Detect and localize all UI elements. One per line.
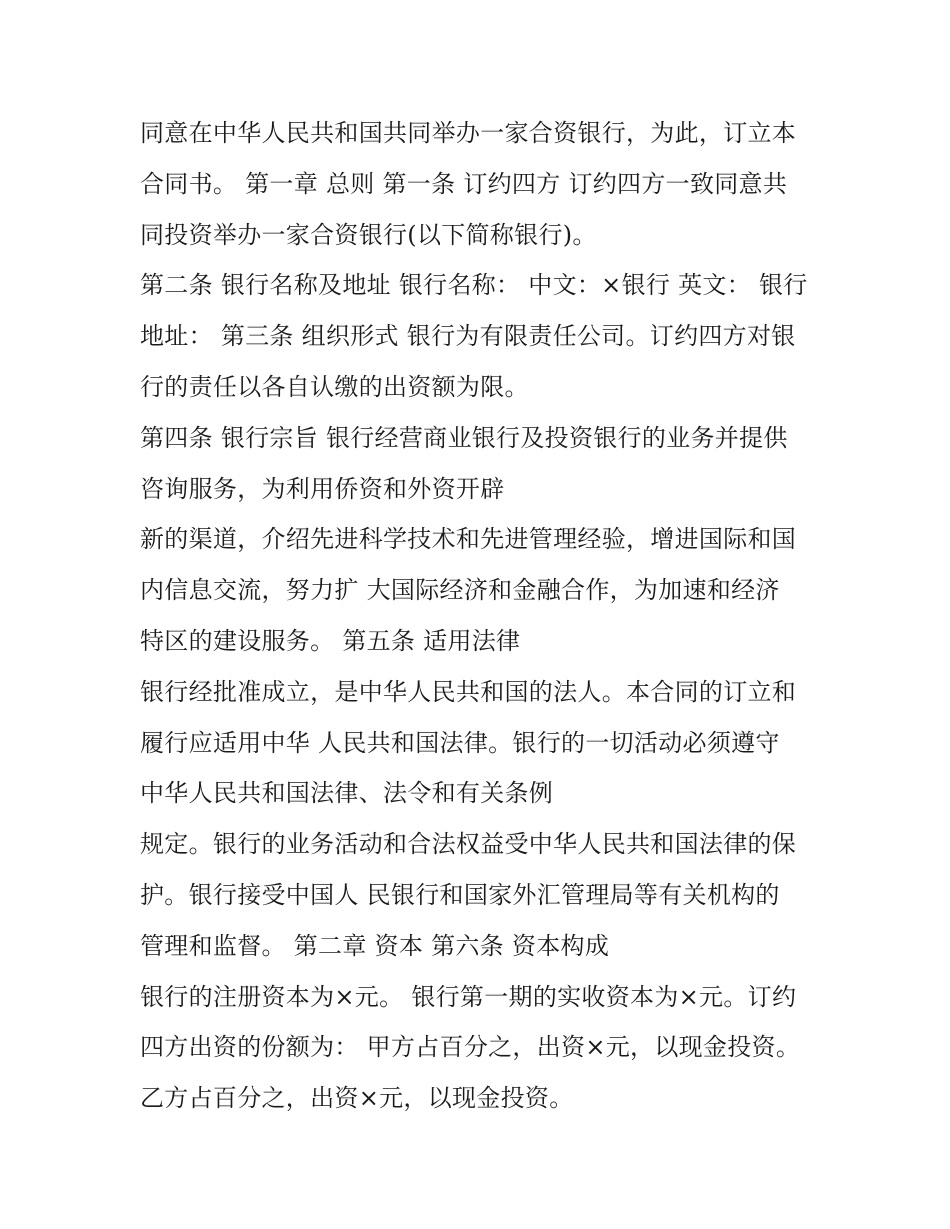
text-line: 同意在中华人民共和国共同举办一家合资银行，为此，订立本 [140,119,797,147]
text-line: 行的责任以各自认缴的出资额为限。 [140,372,529,401]
text-line: 地址： 第三条 组织形式 银行为有限责任公司。订约四方对银 [140,322,796,351]
text-line: 第二条 银行名称及地址 银行名称： 中文：×银行 英文： 银行 [140,271,808,300]
text-line: 咨询服务，为利用侨资和外资开辟 [140,474,505,503]
text-line: 合同书。 第一章 总则 第一条 订约四方 订约四方一致同意共 [140,169,788,198]
contract-body-text [140,108,820,1124]
text-line: 中华人民共和国法律、法令和有关条例 [140,779,554,808]
text-line: 第四条 银行宗旨 银行经营商业银行及投资银行的业务并提供 [140,423,788,452]
text-line: 银行的注册资本为×元。 银行第一期的实收资本为×元。订约 [140,982,797,1011]
text-line: 履行应适用中华 人民共和国法律。银行的一切活动必须遵守 [140,728,780,757]
text-line: 同投资举办一家合资银行(以下简称银行)。 [140,220,597,249]
text-line: 管理和监督。 第二章 资本 第六条 资本构成 [140,931,610,960]
text-line: 规定。银行的业务活动和合法权益受中华人民共和国法律的保 [140,830,797,859]
text-line: 银行经批准成立，是中华人民共和国的法人。本合同的订立和 [140,677,797,706]
text-line: 四方出资的份额为： 甲方占百分之，出资×元，以现金投资。 [140,1033,801,1062]
text-line: 特区的建设服务。 第五条 适用法律 [140,626,521,655]
text-line: 乙方占百分之，出资×元，以现金投资。 [140,1084,574,1113]
text-line: 内信息交流，努力扩 大国际经济和金融合作，为加速和经济 [140,576,780,605]
text-line: 护。银行接受中国人 民银行和国家外汇管理局等有关机构的 [140,880,780,909]
text-line: 新的渠道，介绍先进科学技术和先进管理经验，增进国际和国 [140,525,797,554]
